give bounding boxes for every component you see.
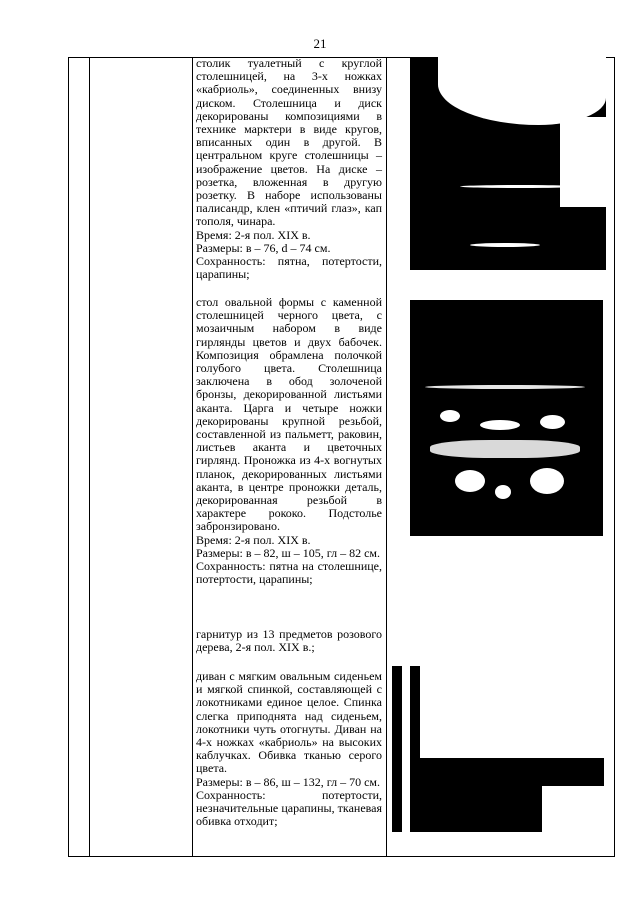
entry-condition: Сохранность: потертости, незначительные царапины, тканевая обивка отходит; <box>196 787 382 829</box>
entry-description: диван с мягким овальным сиденьем и мягкой спинкой, составляющей с локотниками единое целое. Спинка слегка приподнята над сиденьем, локотники чуть отогнуты. Диван на 4-х ножках «кабриоль» на высоких каблучках. Обивка тканью серого цвета. <box>196 669 382 776</box>
photo-dressing-table <box>410 57 606 270</box>
entry-dressing-table <box>196 57 382 281</box>
entry-condition: Сохранность: пятна, потертости, царапины; <box>196 254 382 282</box>
entry-time: Время: 2-я пол. XIX в. <box>196 532 311 547</box>
entry-furniture-set <box>196 628 382 654</box>
entry-time: Время: 2-я пол. XIX в. <box>196 227 311 242</box>
entry-description: стол овальной формы с каменной столешницей черного цвета, с мозаичным набором в виде гирлянды цветов и двух бабочек. Композиция обрамлена полочкой голубого цвета. Столешница заключена в обод золоченой бронзы, декорированной листьями аканта. Царга и четыре ножки декорированы крупной резьбой, составленной из пальметт, раковин, листьев аканта и цветочных гирлянд. Проножка из 4-х вогнутых планок, декорированных листьями аканта, в центре проножки деталь, декорированная резьбой в характере рококо. Подстолье забронзировано. <box>196 295 382 534</box>
table-col-border-2 <box>89 57 90 857</box>
entry-dimensions: Размеры: в – 82, ш – 105, гл – 82 см. <box>196 545 381 560</box>
entry-sofa <box>196 670 382 828</box>
table-col-border-5 <box>614 57 615 857</box>
entry-oval-table <box>196 296 382 586</box>
photo-oval-table <box>410 300 603 536</box>
photo-sofa <box>392 666 604 832</box>
table-bottom-border <box>68 856 615 857</box>
entry-dimensions: Размеры: в – 76, d – 74 см. <box>196 240 331 255</box>
table-col-border-4 <box>386 57 387 857</box>
entry-dimensions: Размеры: в – 86, ш – 132, гл – 70 см. <box>196 774 381 789</box>
entry-condition: Сохранность: пятна на столешнице, потертости, царапины; <box>196 559 382 587</box>
page-number: 21 <box>313 36 327 51</box>
entry-description: гарнитур из 13 предметов розового дерева, 2-я пол. XIX в.; <box>196 627 382 655</box>
table-col-border-1 <box>68 57 69 857</box>
table-col-border-3 <box>192 57 193 857</box>
entry-description: столик туалетный с круглой столешницей, на 3-х ножках «кабриоль», соединенных внизу диском. Столешница и диск декорированы композициями в технике марктери в виде кругов, вписанных один в другой. В центральном круге столешницы – изображение цветов. На диске – розетка, вложенная в другую розетку. В наборе использованы палисандр, клен «птичий глаз», кап тополя, чинара. <box>196 56 382 229</box>
